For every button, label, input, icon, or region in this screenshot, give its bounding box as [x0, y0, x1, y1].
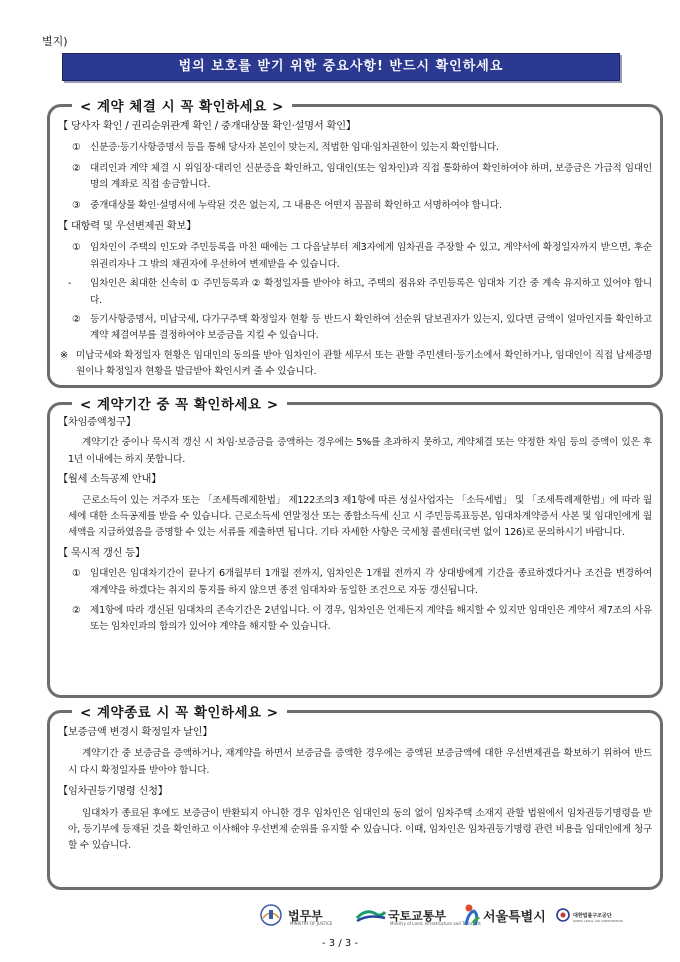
- klac-logo: 대한법률구조공단 KOREA LEGAL AID CORPORATION: [556, 900, 640, 930]
- list-item: ① 임대인은 임대차기간이 끝나기 6개월부터 1개월 전까지, 임차인은 1개월 전까지 각 상대방에게 기간을 종료하겠다거나 조건을 변경하여 재계약을 하겠다는 취지의 통지를 하지 않으면 종전 임대차와 동일한 조건으로 자동 갱신됩니다.: [72, 568, 652, 596]
- important-notice-banner: 법의 보호를 받기 위한 중요사항! 반드시 확인하세요: [62, 53, 620, 81]
- klac-emblem-icon: [556, 908, 570, 922]
- molit-emblem-icon: [356, 906, 386, 924]
- subsection-heading: 【월세 소득공제 안내】: [58, 474, 162, 486]
- list-item: - 임차인은 최대한 신속히 ① 주민등록과 ② 확정일자를 받아야 하고, 주택의 점유와 주민등록은 임대차 기간 중 계속 유지하고 있어야 합니다.: [68, 278, 652, 306]
- paragraph: 계약기간 중이나 묵시적 갱신 시 차임·보증금을 증액하는 경우에는 5%를 초과하지 못하고, 계약체결 또는 약정한 차임 등의 증액이 있은 후 1년 이내에는 하지 못합니다.: [68, 437, 652, 465]
- attachment-label: 별지): [42, 35, 68, 48]
- moj-logo: 법무부 MINISTRY OF JUSTICE: [258, 900, 338, 930]
- list-item: ① 임차인이 주택의 인도와 주민등록을 마친 때에는 그 다음날부터 제3자에게 임차권을 주장할 수 있고, 계약서에 확정일자까지 받으면, 후순위권리자나 그 밖의 채권자에 우선하여 변제받을 수 있습니다.: [72, 242, 652, 270]
- seoul-emblem-icon: [463, 903, 481, 927]
- molit-logo: 국토교통부 Ministry of Land, Infrastructure and Transport: [356, 900, 456, 930]
- moj-emblem-icon: [258, 904, 284, 926]
- note-item: ※ 미납국세와 확정일자 현황은 임대인의 동의를 받아 임차인이 관할 세무서 또는 관할 주민센터·등기소에서 확인하거나, 임대인이 직접 납세증명원이나 확정일자 현황을 발급받아 확인시켜 줄 수 있습니다.: [60, 349, 652, 378]
- subsection-heading: 【차임증액청구】: [58, 417, 136, 428]
- page-number: - 3 / 3 -: [321, 938, 359, 949]
- section-contract-end: [47, 705, 663, 890]
- section-title: < 계약 체결 시 꼭 확인하세요 >: [72, 95, 292, 115]
- paragraph: 계약기간 중 보증금을 증액하거나, 재계약을 하면서 보증금을 증액한 경우에는 증액된 보증금액에 대한 우선변제권을 확보하기 위하여 반드시 다시 확정일자를 받아야 합니다.: [68, 748, 652, 776]
- subsection-heading: 【 당사자 확인 / 권리순위관계 확인 / 중개대상물 확인·설명서 확인】: [58, 121, 356, 132]
- subsection-heading: 【보증금액 변경시 확정일자 날인】: [58, 727, 213, 738]
- section-title: < 계약종료 시 꼭 확인하세요 >: [72, 701, 287, 721]
- paragraph: 임대차가 종료된 후에도 보증금이 반환되지 아니한 경우 임차인은 임대인의 동의 없이 임차주택 소재지 관할 법원에서 임차권등기명령을 받아, 등기부에 등재된 것을 확인하고 이사해야 우선변제 순위를 유지할 수 있습니다. 이때, 임차인은 임차권등기명령 관련 비용을 임대인에게 청구할 수 있습니다.: [68, 807, 652, 852]
- section-contract-signing: [47, 99, 663, 388]
- subsection-heading: 【 묵시적 갱신 등】: [58, 547, 145, 559]
- list-item: ③ 중개대상물 확인·설명서에 누락된 것은 없는지, 그 내용은 어떤지 꼼꼼히 확인하고 서명하여야 합니다.: [72, 199, 502, 211]
- list-item: ① 신분증·등기사항증명서 등을 통해 당사자 본인이 맞는지, 적법한 임대·임차권한이 있는지 확인합니다.: [72, 142, 499, 154]
- list-item: ② 등기사항증명서, 미납국세, 다가구주택 확정일자 현황 등 반드시 확인하여 선순위 담보권자가 있는지, 있다면 금액이 얼마인지를 확인하고 계약 체결여부를 결정하여야 보증금을 지킬 수 있습니다.: [72, 314, 652, 342]
- subsection-heading: 【임차권등기명령 신청】: [58, 786, 168, 798]
- section-contract-period: [47, 397, 663, 698]
- footer-logos: [250, 900, 640, 930]
- list-item: ② 대리인과 계약 체결 시 위임장·대리인 신분증을 확인하고, 임대인(또는 임차인)과 직접 통화하여 확인하여야 하며, 보증금은 가급적 임대인 명의 계좌로 직접 송금합니다.: [72, 162, 652, 191]
- subsection-heading: 【 대항력 및 우선변제권 확보】: [58, 221, 197, 233]
- seoul-logo: 서울특별시: [463, 900, 553, 930]
- list-item: ② 제1항에 따라 갱신된 임대차의 존속기간은 2년입니다. 이 경우, 임차인은 언제든지 계약을 해지할 수 있지만 임대인은 계약서 제7조의 사유 또는 임차인과의 합의가 있어야 계약을 해지할 수 있습니다.: [72, 605, 652, 633]
- paragraph: 근로소득이 있는 거주자 또는 「조세특례제한법」 제122조의3 제1항에 따른 성실사업자는 「소득세법」 및 「조세특례제한법」에 따라 월세에 대한 소득공제를 받을 수 있습니다. 근로소득세 연말정산 또는 종합소득세 신고 시 주민등록표등본, 임대차계약증서 사본 및 임대인에게 월세액을 지급하였음을 증명할 수 있는 서류를 제출하면 됩니다. 기타 자세한 사항은 국세청 콜센터(국번 없이 126)로 문의하시기 바랍니다.: [68, 494, 652, 539]
- section-title: < 계약기간 중 꼭 확인하세요 >: [72, 393, 287, 413]
